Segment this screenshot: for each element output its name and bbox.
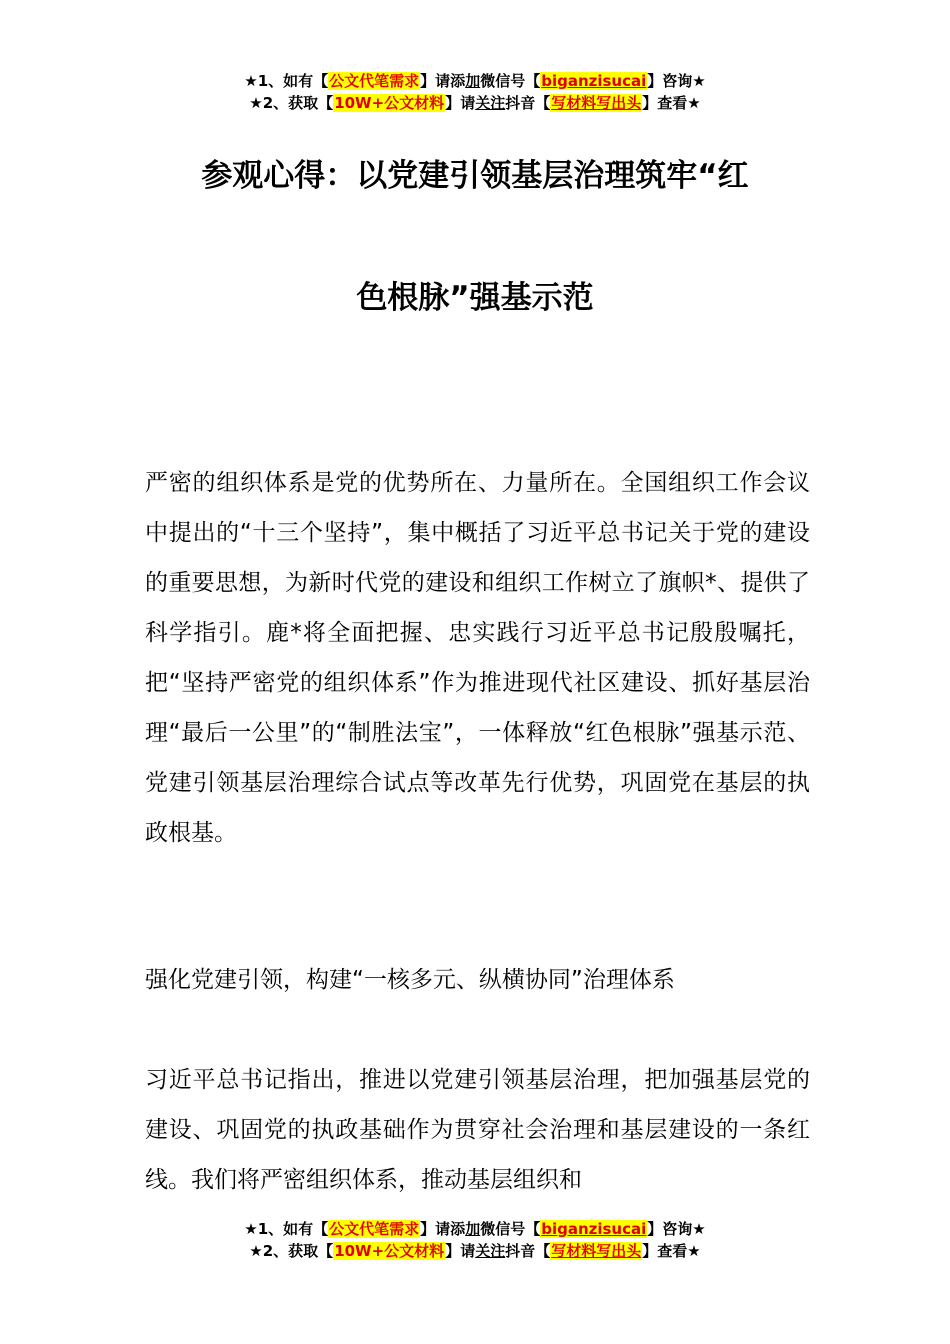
- banner-line-1: [0, 1218, 950, 1240]
- banner-text: 加: [465, 1220, 481, 1238]
- banner-text: 微信号【: [480, 1220, 541, 1238]
- highlight-service: 公文代笔需求: [329, 72, 420, 90]
- section-heading: 强化党建引领，构建“一核多元、纵横协同”治理体系: [145, 967, 675, 993]
- body-paragraph-1: 严密的组织体系是党的优势所在、力量所在。全国组织工作会议中提出的“十三个坚持”，集中概括了习近平总书记关于党的建设的重要思想，为新时代党的建设和组织工作树立了旗帜*、提供了科学指引。鹿*将全面把握、忠实践行习近平总书记殷殷嘱托，把“坚持严密党的组织体系”作为推进现代社区建设、抓好基层治理“最后一公里”的“制胜法宝”，一体释放“红色根脉”强基示范、党建引领基层治理综合试点等改革先行优势，巩固党在基层的执政根基。: [145, 470, 810, 846]
- banner-text: 加: [465, 72, 481, 90]
- highlight-service: 公文代笔需求: [329, 1220, 420, 1238]
- banner-text: ★2、获取【: [249, 1242, 334, 1260]
- banner-text: 】请添: [420, 1220, 466, 1238]
- banner-text: 关注: [475, 94, 506, 112]
- banner-text: 】查看★: [642, 94, 701, 112]
- banner-text: 】请: [445, 1242, 476, 1260]
- banner-text: 】查看★: [642, 1242, 701, 1260]
- douyin-account-link[interactable]: 写材料写出头: [551, 94, 642, 112]
- banner-text: 】咨询★: [647, 72, 706, 90]
- highlight-materials: 10W+公文材料: [334, 94, 445, 112]
- top-banner: [0, 70, 950, 114]
- banner-text: ★1、如有【: [244, 1220, 329, 1238]
- douyin-account-link[interactable]: 写材料写出头: [551, 1242, 642, 1260]
- banner-text: ★2、获取【: [249, 94, 334, 112]
- page-title-line-2: 色根脉”强基示范: [356, 280, 594, 316]
- banner-text: 】请添: [420, 72, 466, 90]
- bottom-banner: [0, 1218, 950, 1262]
- wechat-id-link[interactable]: biganzisucai: [541, 72, 647, 90]
- banner-text: 抖音【: [505, 1242, 551, 1260]
- banner-line-2: [0, 1240, 950, 1262]
- page-title-line-1: 参观心得：以党建引领基层治理筑牢“红: [201, 158, 749, 194]
- banner-line-2: [0, 92, 950, 114]
- highlight-materials: 10W+公文材料: [334, 1242, 445, 1260]
- banner-text: 抖音【: [505, 94, 551, 112]
- banner-text: 关注: [475, 1242, 506, 1260]
- banner-text: 】咨询★: [647, 1220, 706, 1238]
- banner-text: ★1、如有【: [244, 72, 329, 90]
- wechat-id-link[interactable]: biganzisucai: [541, 1220, 647, 1238]
- banner-text: 微信号【: [480, 72, 541, 90]
- body-paragraph-2: 习近平总书记指出，推进以党建引领基层治理，把加强基层党的建设、巩固党的执政基础作为贯穿社会治理和基层建设的一条红线。我们将严密组织体系，推动基层组织和: [145, 1067, 810, 1193]
- banner-text: 】请: [445, 94, 476, 112]
- banner-line-1: [0, 70, 950, 92]
